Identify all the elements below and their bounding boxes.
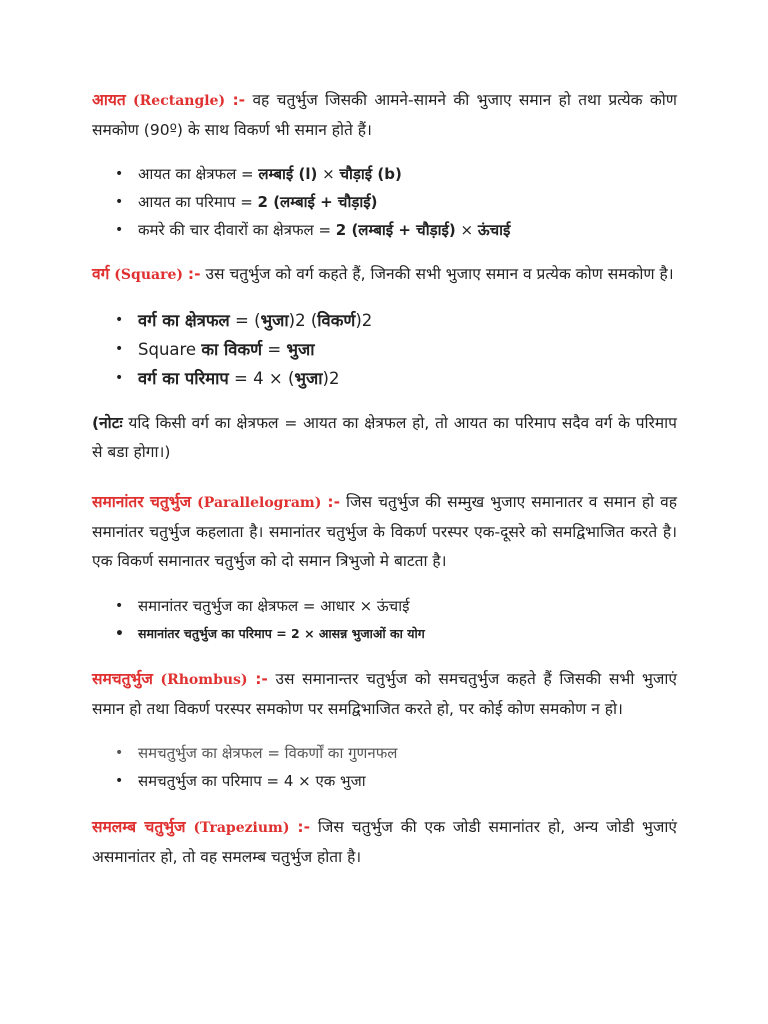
rectangle-formula-list	[92, 160, 677, 244]
note-text: यदि किसी वर्ग का क्षेत्रफल = आयत का क्षेत्रफल हो, तो आयत का परिमाप सदैव वर्ग के परिमाप से बडा होगा।)	[92, 414, 677, 461]
list-item: • Square का विकर्ण = भुजा	[138, 335, 677, 364]
list-item: • वर्ग का परिमाप = 4 × (भुजा)2	[138, 364, 677, 393]
rhombus-definition	[92, 665, 677, 724]
rectangle-definition	[92, 86, 677, 145]
rhombus-english: (Rhombus)	[160, 672, 248, 688]
rhombus-formula-list	[92, 739, 677, 795]
list-item: • समचतुर्भुज का क्षेत्रफल = विकर्णों का गुणनफल	[138, 739, 677, 767]
rhombus-text: उस समानान्तर चतुर्भुज को समचतुर्भुज कहते हैं जिसकी सभी भुजाएं समान हो तथा विकर्ण परस्पर समकोण पर समद्विभाजित करते हो, पर कोई कोण समकोण न हो।	[92, 670, 677, 718]
list-item: • समानांतर चतुर्भुज का क्षेत्रफल = आधार × ऊंचाई	[138, 592, 677, 620]
list-item: • समचतुर्भुज का परिमाप = 4 × एक भुजा	[138, 767, 677, 795]
trapezium-english: (Trapezium)	[193, 820, 290, 836]
trapezium-definition	[92, 813, 677, 872]
trapezium-separator: :-	[297, 818, 311, 836]
square-note	[92, 409, 677, 467]
parallelogram-term: समानांतर चतुर्भुज	[92, 493, 192, 511]
parallelogram-formula-list	[92, 592, 677, 648]
square-text: उस चतुर्भुज को वर्ग कहते हैं, जिनकी सभी भुजाए समान व प्रत्येक कोण समकोण है।	[205, 265, 674, 283]
parallelogram-separator: :-	[327, 493, 341, 511]
list-item: • वर्ग का क्षेत्रफल = (भुजा)2 (विकर्ण)2	[138, 306, 677, 335]
trapezium-text: जिस चतुर्भुज की एक जोडी समानांतर हो, अन्य जोडी भुजाएं असमानांतर हो, तो वह समलम्ब चतुर्भुज होता है।	[92, 818, 677, 866]
document-page	[92, 86, 677, 872]
note-label: (नोटः	[92, 414, 123, 432]
square-definition	[92, 260, 677, 290]
square-term: वर्ग	[92, 265, 110, 283]
trapezium-term: समलम्ब चतुर्भुज	[92, 818, 186, 836]
rectangle-text: वह चतुर्भुज जिसकी आमने-सामने की भुजाए समान हो तथा प्रत्येक कोण समकोण (90º) के साथ विकर्ण भी समान होते हैं।	[92, 91, 678, 139]
square-separator: :-	[187, 265, 201, 283]
parallelogram-english: (Parallelogram)	[197, 495, 322, 511]
list-item: • आयत का क्षेत्रफल = लम्बाई (l) × चौड़ाई (b)	[138, 160, 677, 188]
rectangle-english: (Rectangle)	[133, 93, 226, 109]
parallelogram-text: जिस चतुर्भुज की सम्मुख भुजाए समानातर व समान हो वह समानांतर चतुर्भुज कहलाता है। समानांतर चतुर्भुज के विकर्ण परस्पर एक-दूसरे को समद्विभाजित करते है। एक विकर्ण समानातर चतुर्भुज को दो समान त्रिभुजो मे बाटता है।	[92, 493, 677, 570]
list-item: • समानांतर चतुर्भुज का परिमाप = 2 × आसन्न भुजाओं का योग	[138, 620, 677, 648]
rhombus-separator: :-	[255, 670, 268, 688]
list-item: • आयत का परिमाप = 2 (लम्बाई + चौड़ाई)	[138, 188, 677, 216]
square-formula-list	[92, 306, 677, 393]
parallelogram-definition	[92, 488, 677, 576]
rectangle-separator: :-	[232, 91, 246, 109]
rectangle-term: आयत	[92, 91, 126, 109]
list-item: • कमरे की चार दीवारों का क्षेत्रफल = 2 (लम्बाई + चौड़ाई) × ऊंचाई	[138, 216, 677, 244]
rhombus-term: समचतुर्भुज	[92, 670, 153, 688]
square-english: (Square)	[114, 267, 183, 283]
